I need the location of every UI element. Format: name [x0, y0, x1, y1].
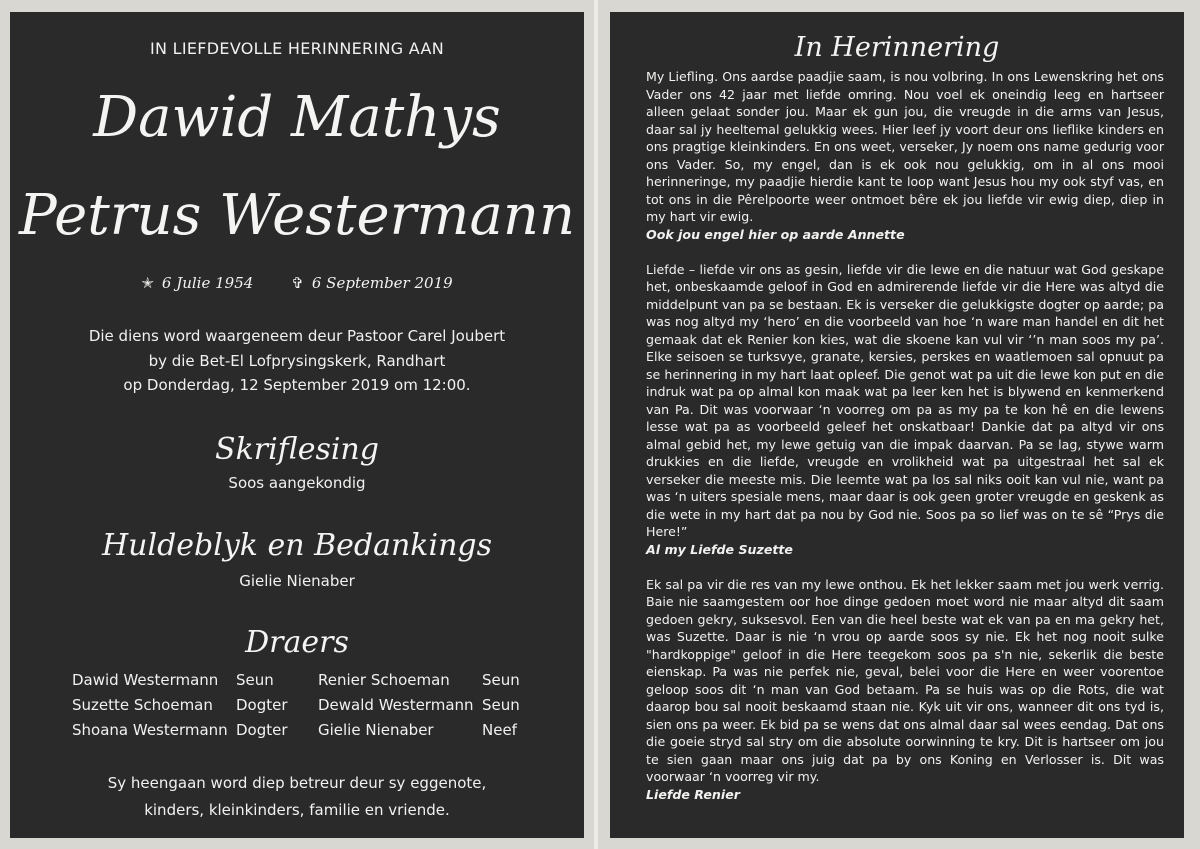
right-page-title: In Herinnering: [794, 32, 1000, 63]
service-line: by die Bet-El Lofprysingskerk, Randhart: [148, 351, 446, 370]
bearer-relation: Seun: [236, 671, 274, 689]
deceased-name-last: Petrus Westermann: [18, 183, 576, 248]
closing-line: Sy heengaan word diep betreur deur sy eggenote,: [107, 774, 487, 792]
star-icon: ✭: [141, 274, 154, 292]
tributes: [646, 68, 1164, 803]
bearer-name: Renier Schoeman: [318, 671, 450, 689]
service-line: op Donderdag, 12 September 2019 om 12:00.: [123, 376, 471, 394]
bearer-relation: Seun: [482, 671, 520, 689]
bearer-name: Dewald Westermann: [318, 696, 474, 714]
tribute-signature: Ook jou engel hier op aarde Annette: [646, 226, 905, 242]
tribute-heading: Huldeblyk en Bedankings: [101, 528, 492, 563]
deceased-name-first: Dawid Mathys: [93, 85, 501, 150]
death-date: 6 September 2019: [311, 274, 453, 292]
left-page: [10, 12, 584, 838]
tribute-paragraph: Liefde – liefde vir ons as gesin, liefde vir die lewe en die natuur wat God geskape het, onbeskaamde geloof in God en admirerende liefde vir die Here was altyd die middelpunt van pa se bestaan. Ek is verseker die gelukkigste dogter op aarde; pa was nog altyd my ‘hero’ en die voorbeeld van hoe ‘n ware man handel en dit het gemaak dat ek Renier kon kies, wat die skoene kan vul vir ‘’n man soos my pa’. Elke seisoen se turksvye, granate, kersies, perskes en waatlemoen sal opnuut pa se herinnering in my hart laat opleef. Die genot wat pa uit die lewe kon put en die indruk wat pa op almal kon maak wat pa leer ken het is blywend en kenmerkend van Pa. Dit was voorwaar ‘n voorreg om pa as my pa te kon hê en die lewens lesse wat pa as voorbeeld geleef het onskatbaar! Dankie dat pa altyd vir ons almal gebid het, my lewe getuig van die impak daarvan. Pa se lag, stywe warm drukkies en die liefde, vreugde en vrolikheid wat pa uitgestraal het sal ek verseker die meeste mis. Die leemte wat pa los sal niks ooit kan vul nie, want pa was ‘n uiters spesiale mens, maar daar is ook geen groter vreugde en geskenk as die wete in my hart dat pa nou by God nie. Soos pa so lief was on te sê “Prys die Here!”: [646, 261, 1164, 539]
scripture-heading: Skriflesing: [215, 432, 379, 467]
tribute-paragraph: My Liefling. Ons aardse paadjie saam, is nou volbring. In ons Lewenskring het ons Vader ons 42 jaar met liefde omring. Nou voel ek oneindig leeg en hartseer alleen gelaat sonder jou. Maar ek gun jou, die vreugde in die arms van Jesus, daar sal jy heeltemal gelukkig wees. Hier leef jy voort deur ons lieflike kinders en ons pragtige kleinkinders. En ons weet, verseker, Jy noem ons name gedurig voor ons Vader. So, my engel, dan is ek ook nou gelukkig, om in al ons mooi herinneringe, my paadjie hierdie kant te loop want Jesus hou my ook styf vas, en tot ons in die Pêrelpoorte weer ontmoet bêre ek jou liefde vir ewig diep, diep in my hart vir ewig.: [646, 69, 1164, 224]
right-page: [610, 12, 1184, 838]
bearer-name: Dawid Westermann: [72, 671, 219, 689]
closing-text: [10, 770, 584, 824]
page-fold: [594, 0, 598, 849]
table-row: [72, 668, 542, 693]
bearer-name: Suzette Schoeman: [72, 696, 213, 714]
bearer-name: Gielie Nienaber: [318, 721, 434, 739]
bearer-relation: Neef: [482, 721, 517, 739]
birth-date: 6 Julie 1954: [161, 274, 254, 292]
cross-icon: ✞: [291, 274, 304, 292]
scripture-text: Soos aangekondig: [228, 474, 366, 492]
bearer-relation: Dogter: [236, 696, 288, 714]
bearers-heading: Draers: [245, 625, 349, 660]
table-row: [72, 693, 542, 718]
bearers-table: [72, 668, 542, 743]
tribute-signature: Liefde Renier: [646, 786, 740, 802]
tribute-paragraph: Ek sal pa vir die res van my lewe onthou. Ek het lekker saam met jou werk verrig. Baie nie saamgestem oor hoe dinge gedoen moet word nie maar altyd dit saam gedoen gekry, suksesvol. Een van die heel beste wat ek van pa en ma gekry het, was Suzette. Daar is nie ‘n vrou op aarde soos sy nie. Ek het nog nooit sulke "hardkoppige" geloof in die Here teegekom soos pa s'n nie, sekerlik die beste eienskap. Pa was nie perfek nie, geval, belei voor die Here en weer voorentoe geloop soos dit ‘n man van God betaam. Pa se huis was op die Rots, die wat daarop bou sal nooit beskaamd staan nie. Kyk uit vir ons, wanneer dit ons tyd is, sien ons pa weer. Ek bid pa se wens dat ons almal daar sal wees eendag. Dat ons die goeie stryd sal stry om die absolute oorwinning te kry. Dit is hartseer om jou te sien gaan maar ons juig dat pa by ons Koning en Verlosser is. Dit was voorwaar ‘n voorreg vir my.: [646, 576, 1164, 784]
tribute-signature: Al my Liefde Suzette: [646, 541, 793, 557]
tribute-speaker: Gielie Nienaber: [239, 572, 355, 590]
service-line: Die diens word waargeneem deur Pastoor Carel Joubert: [88, 327, 506, 345]
table-row: [72, 718, 542, 743]
memorial-intro: IN LIEFDEVOLLE HERINNERING AAN: [149, 39, 445, 58]
bearer-relation: Seun: [482, 696, 520, 714]
service-details: [10, 324, 584, 398]
closing-line: kinders, kleinkinders, familie en vriende.: [144, 801, 450, 819]
life-dates: [10, 274, 584, 292]
bearer-name: Shoana Westermann: [72, 721, 228, 739]
bearer-relation: Dogter: [236, 721, 288, 739]
